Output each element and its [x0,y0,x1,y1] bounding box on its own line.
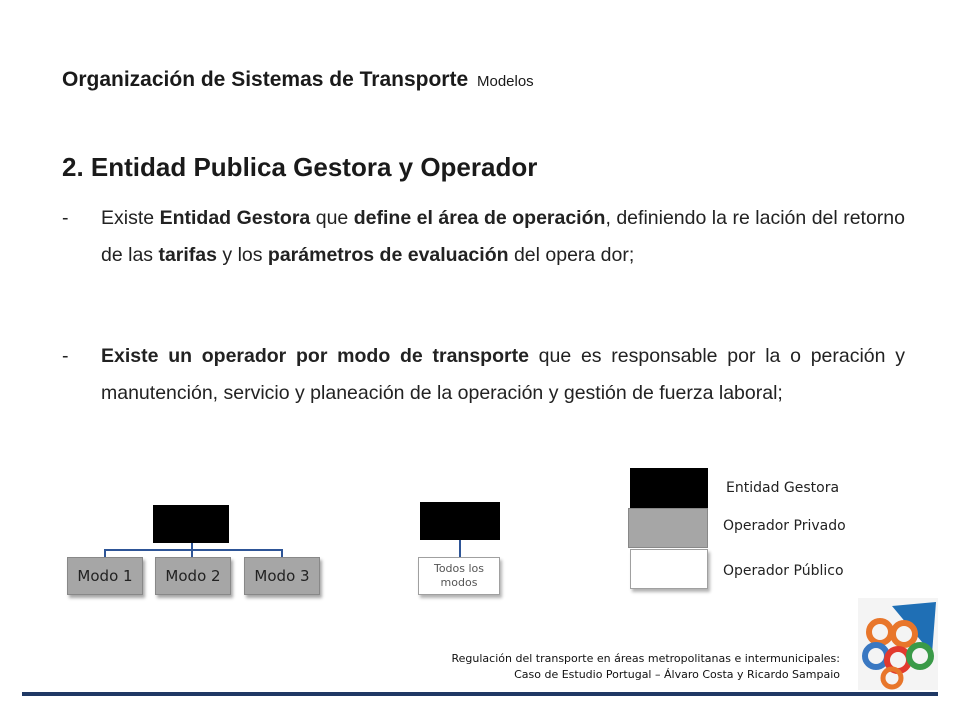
legend-entity-label: Entidad Gestora [726,480,840,496]
bullet-dash: - [62,207,69,229]
mode-box-3: Modo 3 [244,557,320,595]
conference-logo [858,598,938,690]
mode-box-1: Modo 1 [67,557,143,595]
entity-box [420,502,500,540]
text-run: , definiendo la re lación del retorno de las [101,207,905,266]
bold-run: Existe un operador por modo de transporte [101,345,529,367]
header-title: Organización de Sistemas de Transporte [62,68,469,91]
text-run: que [310,207,354,229]
entity-box [153,505,229,543]
bold-run: tarifas [158,244,217,266]
bold-run: Entidad Gestora [159,207,311,229]
text-run: del opera dor; [508,244,635,266]
legend-public-label: Operador Público [723,563,844,579]
text-run: y los [216,244,268,266]
logo-graphic [858,598,938,690]
legend-public-swatch [630,549,708,589]
bold-run: define el área de operación [353,207,606,229]
footer-rule [22,692,938,696]
bold-run: parámetros de evaluación [267,244,509,266]
section-title: 2. Entidad Publica Gestora y Operador [62,152,538,182]
tree-connector [105,543,282,557]
bullet-dash: - [62,345,69,367]
legend-private-swatch [628,508,708,548]
legend-private-label: Operador Privado [723,518,846,534]
legend-entity-swatch [630,468,708,508]
footer-line-1: Regulación del transporte en áreas metropolitanas e intermunicipales: [451,652,840,665]
mode-box-2: Modo 2 [155,557,231,595]
footer-citation [452,651,841,683]
header-subtitle: Modelos [476,73,534,90]
text-run: Existe [101,207,160,229]
text-run: que es responsable por la o peración y manutención, servicio y planeación de la operación y gestión de fuerza laboral; [101,345,905,404]
all-modes-box: Todos los modos [418,557,500,595]
footer-line-2: Caso de Estudio Portugal – Álvaro Costa y Ricardo Sampaio [514,668,840,681]
